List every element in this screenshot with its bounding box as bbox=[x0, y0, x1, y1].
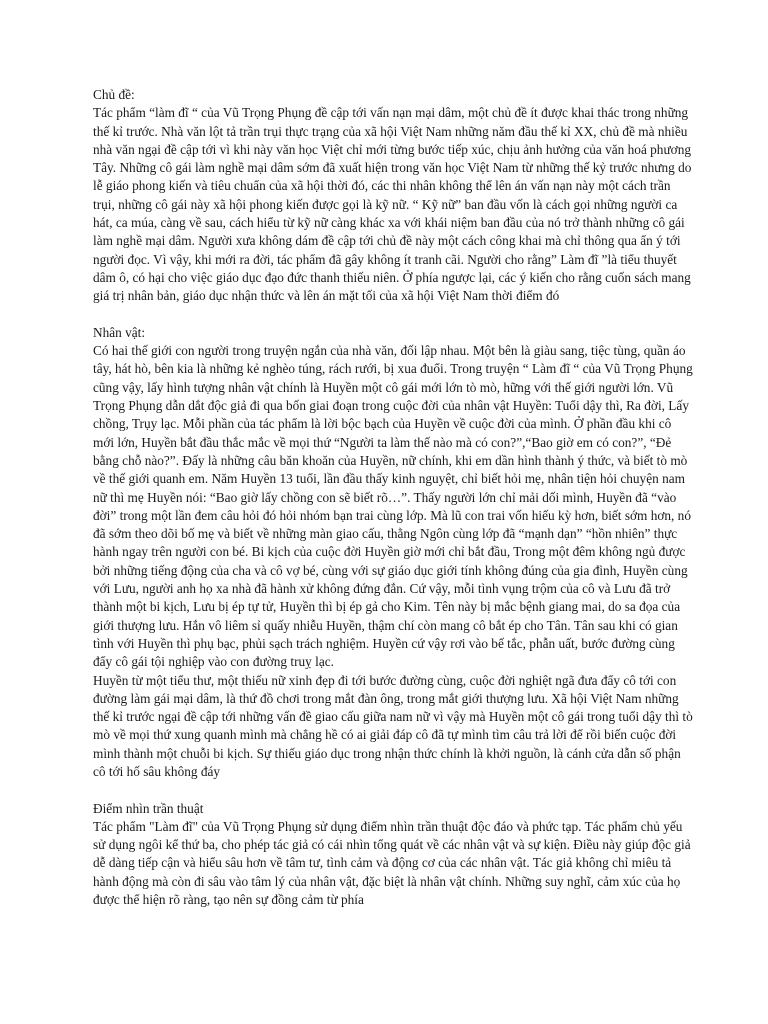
section-narration bbox=[93, 800, 693, 910]
section-heading-theme: Chủ đề: bbox=[93, 87, 135, 102]
spacer bbox=[93, 781, 693, 799]
section-heading-narration: Điểm nhìn trần thuật bbox=[93, 800, 204, 816]
section-characters bbox=[93, 324, 693, 781]
document-page bbox=[93, 86, 693, 909]
section-theme bbox=[93, 86, 693, 306]
paragraph: Có hai thế giới con người trong truyện ngắn của nhà văn, đối lập nhau. Một bên là giàu sang, tiệc tùng, quần áo tây, hát hò, bên kia là những kẻ nghèo túng, rách rưới, bị xua đuổi. Trong truyện “ Làm đĩ “ của Vũ Trọng Phụng cũng vậy, lấy hình tượng nhân vật chính là Huyền một cô gái mới lớn tò mò, hững với thế giới người lớn. Vũ Trọng Phụng dẫn dắt độc giả đi qua bốn giai đoạn trong cuộc đời của nhân vật Huyền: Tuổi dậy thì, Ra đời, Lấy chồng, Trụy lạc. Mỗi phần của tác phẩm là lời bộc bạch của Huyền về cuộc đời của mình. Ở phần đầu khi cô mới lớn, Huyền bắt đầu thắc mắc về mọi thứ “Người ta làm thế nào mà có con?”,“Bao giờ em có con?”, “Đẻ bằng chỗ nào?”. Đấy là những câu băn khoăn của Huyền, nữ chính, khi em dần hình thành ý thức, và biết tò mò về thế giới quanh em. Năm Huyền 13 tuổi, lần đầu thấy kinh nguyệt, chỉ biết hỏi mẹ, nhân tiện hỏi chuyện nam nữ thì mẹ Huyền nói: “Bao giờ lấy chồng con sẽ biết rõ…”. Thấy người lớn chỉ mải dối mình, Huyền đã “vào đời” trong một lần đem câu hỏi đó hỏi nhóm bạn trai cùng lớp. Mà lũ con trai vốn hiếu kỳ hơn, biết sớm hơn, nó đã sớm theo dõi bố mẹ và biết về những màn giao cấu, thằng Ngôn cùng lớp đã “mạnh dạn” “hồn nhiên” thực hành ngay trên người con bé. Bi kịch của cuộc đời Huyền giờ mới chỉ bắt đầu, Trong một đêm không ngủ được bởi những tiếng động của cha và cô vợ bé, cùng với sự giáo dục giới tính không đúng của gia đình, Huyền cùng với Lưu, người anh họ xa nhà đã hành xử không đứng đắn. Cứ vậy, mỗi tình vụng trộm của cô và Lưu đã trở thành một bi kịch, Lưu bị ép tự tử, Huyền thì bị ép gả cho Kim. Tên này bị mắc bệnh giang mai, do sa đọa của giới thượng lưu. Hắn vô liêm sỉ quấy nhiễu Huyền, thậm chí còn mang cô bắt ép cho Tân. Tân sau khi có gian tình với Huyền thì phụ bạc, phủi sạch trách nghiệm. Huyền cứ vậy rơi vào bế tắc, phẫn uất, bước đường cùng đẩy cô gái tội nghiệp vào con đường truỵ lạc. bbox=[93, 343, 693, 670]
paragraph: Tác phẩm "Làm đĩ" của Vũ Trọng Phụng sử dụng điểm nhìn trần thuật độc đáo và phức tạp. Tác phẩm chủ yếu sử dụng ngôi kể thứ ba, cho phép tác giả có cái nhìn tổng quát về các nhân vật và sự kiện. Điều này giúp độc giả dễ dàng tiếp cận và hiểu sâu hơn về tâm tư, tình cảm và động cơ của các nhân vật. Tác giả không chỉ miêu tả hành động mà còn đi sâu vào tâm lý của nhân vật, đặc biệt là nhân vật chính. Những suy nghĩ, cảm xúc của họ được thể hiện rõ ràng, tạo nên sự đồng cảm từ phía bbox=[93, 818, 691, 908]
paragraph: Huyền từ một tiểu thư, một thiếu nữ xinh đẹp đi tới bước đường cùng, cuộc đời nghiệt ngã đưa đẩy cô tới con đường làm gái mại dâm, là thứ đồ chơi trong mắt đàn ông, trong mắt giới thượng lưu. Xã hội Việt Nam những thế kỉ trước ngại đề cập tới những vấn đề giao cấu giữa nam nữ vì vậy mà Huyền một cô gái trong tuổi dậy thì tò mò về mọi thứ xung quanh mình mà chẳng hề có ai giải đáp cô đã tự mình tìm câu trả lời để rồi biến cuộc đời mình thành một chuỗi bi kịch. Sự thiếu giáo dục trong nhận thức chính là khởi nguồn, là cánh cửa dẫn số phận cô tới hố sâu không đáy bbox=[93, 672, 693, 779]
paragraph: Tác phẩm “làm đĩ “ của Vũ Trọng Phụng đề cập tới vấn nạn mại dâm, một chủ đề ít được khai thác trong những thế kỉ trước. Nhà văn lột tả trần trụi thực trạng của xã hội Việt Nam những năm đầu thế kỉ XX, chủ đề mà nhiều nhà văn ngại đề cập tới vì khi này văn học Việt chỉ mới từng bước tiếp xúc, chịu ảnh hưởng của văn hoá phương Tây. Những cô gái làm nghề mại dâm sớm đã xuất hiện trong văn học Việt Nam từ những thế kỷ trước nhưng do lễ giáo phong kiến và tiêu chuẩn của xã hội thời đó, các thi nhân không thể lên án vấn nạn này một cách trần trụi, những cô gái này xã hội phong kiến được gọi là kỹ nữ. “ Kỹ nữ” ban đầu vốn là cách gọi những người ca hát, ca múa, càng về sau, cách hiểu từ kỹ nữ càng khác xa với khái niệm ban đầu của nó trở thành những cô gái làm nghề mại dâm. Người xưa không dám đề cập tới chủ đề này một cách công khai mà chỉ thông qua ẩn ý tới người đọc. Vì vậy, khi mới ra đời, tác phẩm đã gây không ít tranh cãi. Người cho rằng” Làm đĩ ”là tiểu thuyết dâm ô, có hại cho việc giáo dục đạo đức thanh thiếu niên. Ở phía ngược lại, các ý kiến cho rằng cuốn sách mang giá trị nhân bản, giáo dục nhận thức và lên án mặt tối của xã hội Việt Nam thời điểm đó bbox=[93, 105, 692, 304]
section-heading-characters: Nhân vật: bbox=[93, 324, 146, 340]
spacer bbox=[93, 306, 693, 324]
